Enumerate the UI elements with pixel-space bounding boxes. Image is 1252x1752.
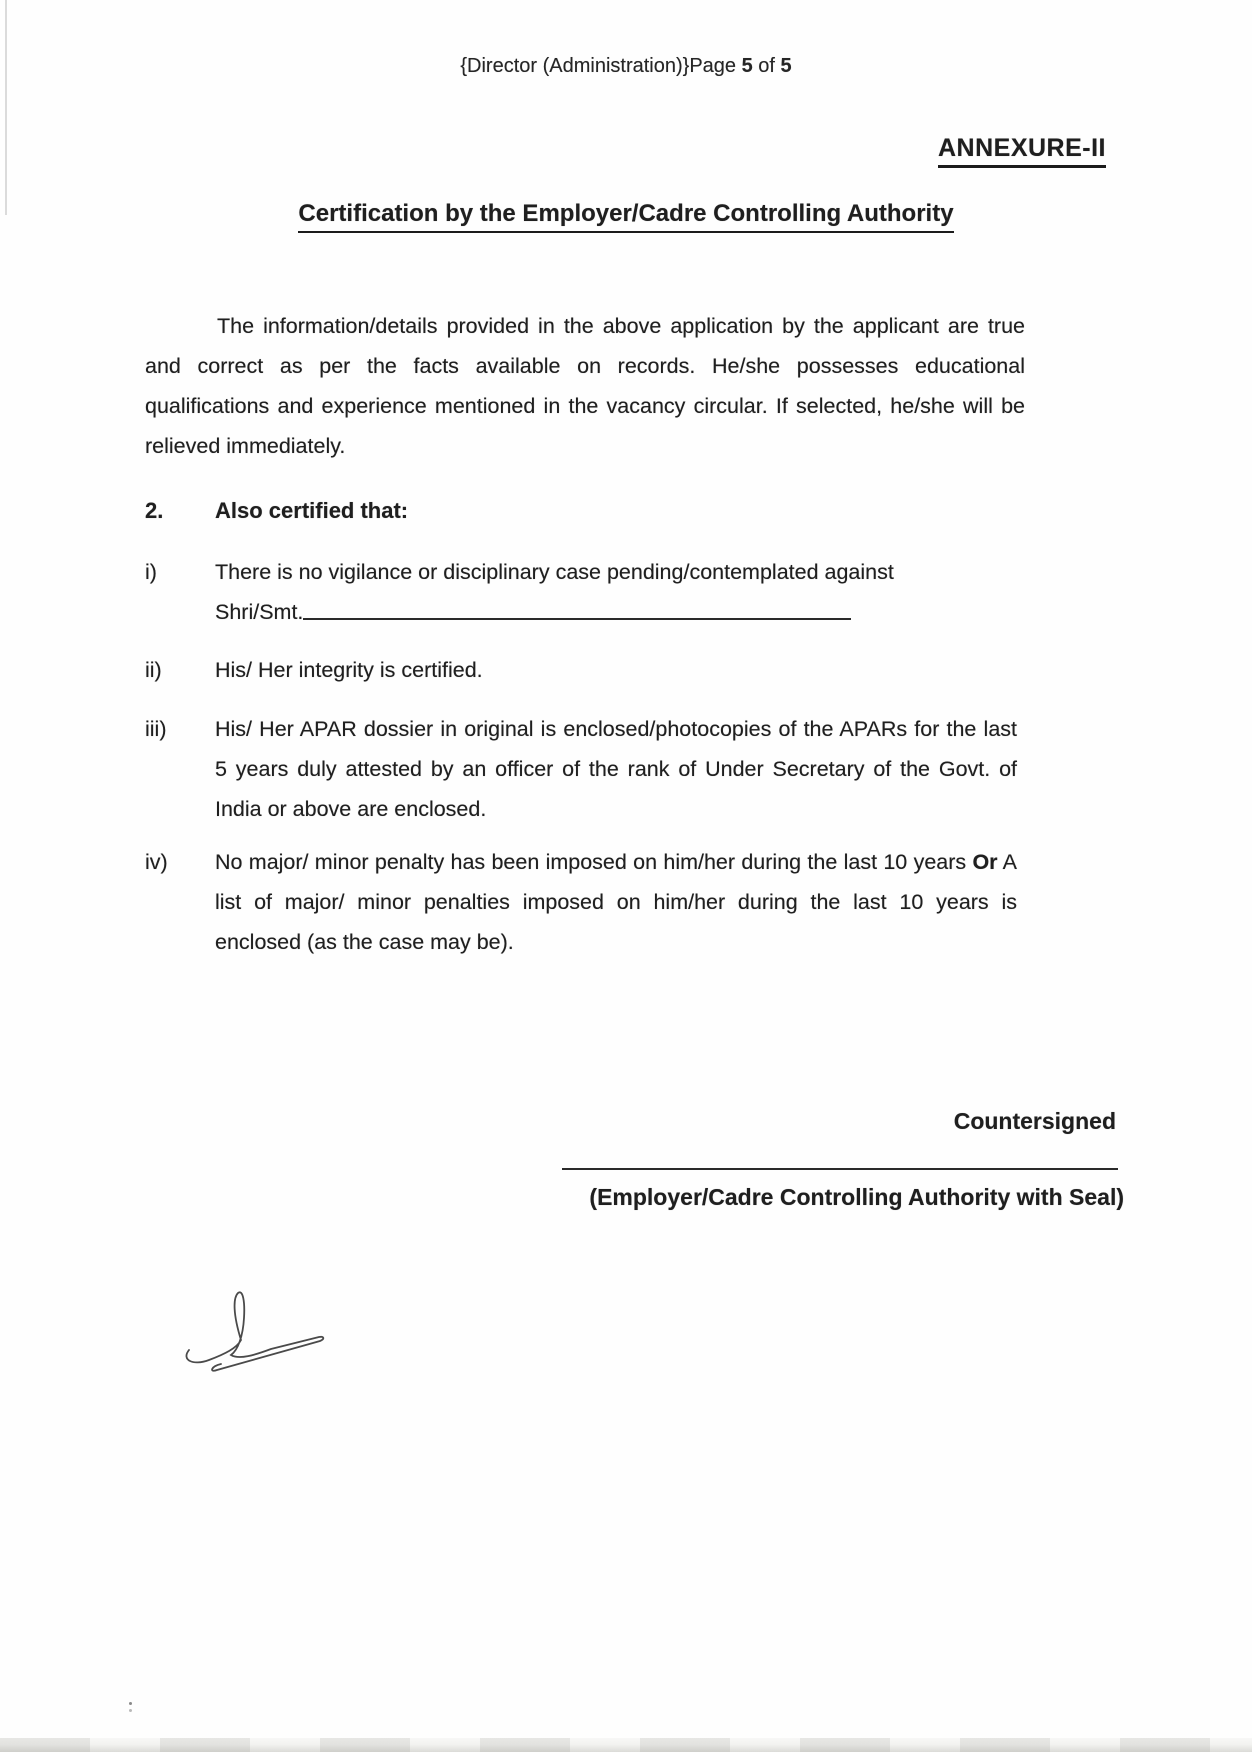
item-text: His/ Her APAR dossier in original is enclosed/photocopies of the APARs for the last 5 years duly attested by an officer of the rank of Under Secretary of the Govt. of India or above are enclosed. [215, 717, 1017, 821]
page-header [0, 55, 1252, 78]
item-text-bold-or: Or [972, 850, 998, 874]
total-pages: 5 [780, 55, 792, 77]
list-item-iii [145, 709, 1017, 829]
item-marker: ii) [145, 658, 162, 682]
item-text-after: A list of major/ minor penalties imposed on him/her during the last 10 years is enclosed (as the case may be). [215, 850, 1017, 954]
page-header-prefix: {Director (Administration)}Page [460, 55, 742, 77]
page-number: 5 [741, 55, 753, 77]
item-marker: i) [145, 560, 157, 584]
list-item-i [145, 552, 1017, 632]
item-text: There is no vigilance or disciplinary case pending/contemplated against [215, 560, 894, 584]
signature-scribble-icon [183, 1288, 343, 1390]
name-blank-field [303, 618, 851, 620]
document-title-row [0, 200, 1252, 233]
item-marker: iv) [145, 850, 168, 874]
countersigned-label: Countersigned [953, 1108, 1116, 1134]
list-item-iv [145, 842, 1017, 962]
scan-artifact-bottom-strip [0, 1738, 1252, 1752]
signature-line [562, 1168, 1118, 1170]
name-field-label: Shri/Smt. [215, 600, 304, 624]
section-2-heading [145, 498, 1025, 524]
list-item-ii [145, 650, 1017, 690]
page-header-separator: of [752, 55, 781, 77]
scan-artifact-left-line [5, 0, 7, 215]
document-title: Certification by the Employer/Cadre Controlling Authority [298, 200, 953, 233]
scan-artifact-dot [129, 1702, 132, 1705]
annexure-label: ANNEXURE-II [938, 134, 1106, 168]
item-text: His/ Her integrity is certified. [215, 658, 483, 682]
section-number: 2. [145, 498, 164, 523]
item-marker: iii) [145, 717, 167, 741]
item-text-before: No major/ minor penalty has been imposed on him/her during the last 10 years [215, 850, 973, 874]
intro-paragraph: The information/details provided in the above application by the applicant are true and correct as per the facts available on records. He/she possesses educational qualifications and experience mentioned in the vacancy circular. If selected, he/she will be relieved immediately. [145, 314, 1025, 458]
authority-label: (Employer/Cadre Controlling Authority with Seal) [589, 1184, 1124, 1210]
section-heading-label: Also certified that: [215, 498, 409, 523]
